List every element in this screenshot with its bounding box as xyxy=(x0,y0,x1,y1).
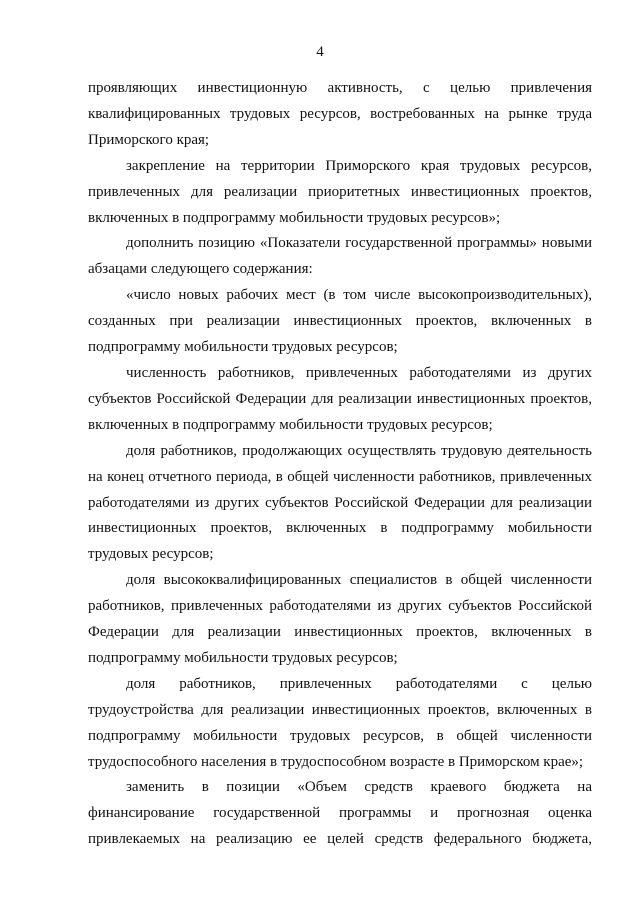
paragraph-workers-share: доля работников, продолжающих осуществлять трудовую деятельность на конец отчетного периода, в общей численности работников, привлеченных работодателями из других субъектов Российской Федерации для реализации инвестиционных проектов, включенных в подпрограмму мобильности трудовых ресурсов; xyxy=(88,442,592,563)
paragraph-amend-indicators: дополнить позицию «Показатели государственной программы» новыми абзацами следующего содержания: xyxy=(88,235,592,278)
paragraph-replace-budget: заменить в позиции «Объем средств краевого бюджета на финансирование государственной программы и прогнозная оценка привлекаемых на реализацию ее целей средств федерального бюджета, xyxy=(88,779,592,848)
paragraph-workers-count: численность работников, привлеченных работодателями из других субъектов Российской Федерации для реализации инвестиционных проектов, включенных в подпрограмму мобильности трудовых ресурсов; xyxy=(88,364,592,433)
page-number: 4 xyxy=(316,44,324,60)
document-body xyxy=(88,76,592,853)
paragraph-retention: закрепление на территории Приморского края трудовых ресурсов, привлеченных для реализации приоритетных инвестиционных проектов, включенных в подпрограмму мобильности трудовых ресурсов»; xyxy=(88,157,592,226)
paragraph-specialists-share: доля высококвалифицированных специалистов в общей численности работников, привлеченных работодателями из других субъектов Российской Федерации для реализации инвестиционных проектов, включенных в подпрограмму мобильности трудовых ресурсов; xyxy=(88,572,592,666)
paragraph-continuation: проявляющих инвестиционную активность, с целью привлечения квалифицированных трудовых ресурсов, востребованных на рынке труда Приморского края; xyxy=(88,80,592,148)
paragraph-new-jobs: «число новых рабочих мест (в том числе высокопроизводительных), созданных при реализации инвестиционных проектов, включенных в подпрограмму мобильности трудовых ресурсов; xyxy=(88,287,592,356)
paragraph-population-share: доля работников, привлеченных работодателями с целью трудоустройства для реализации инвестиционных проектов, включенных в подпрограмму мобильности трудовых ресурсов, в общей численности трудоспособного населения в трудоспособном возрасте в Приморском крае»; xyxy=(88,675,592,770)
